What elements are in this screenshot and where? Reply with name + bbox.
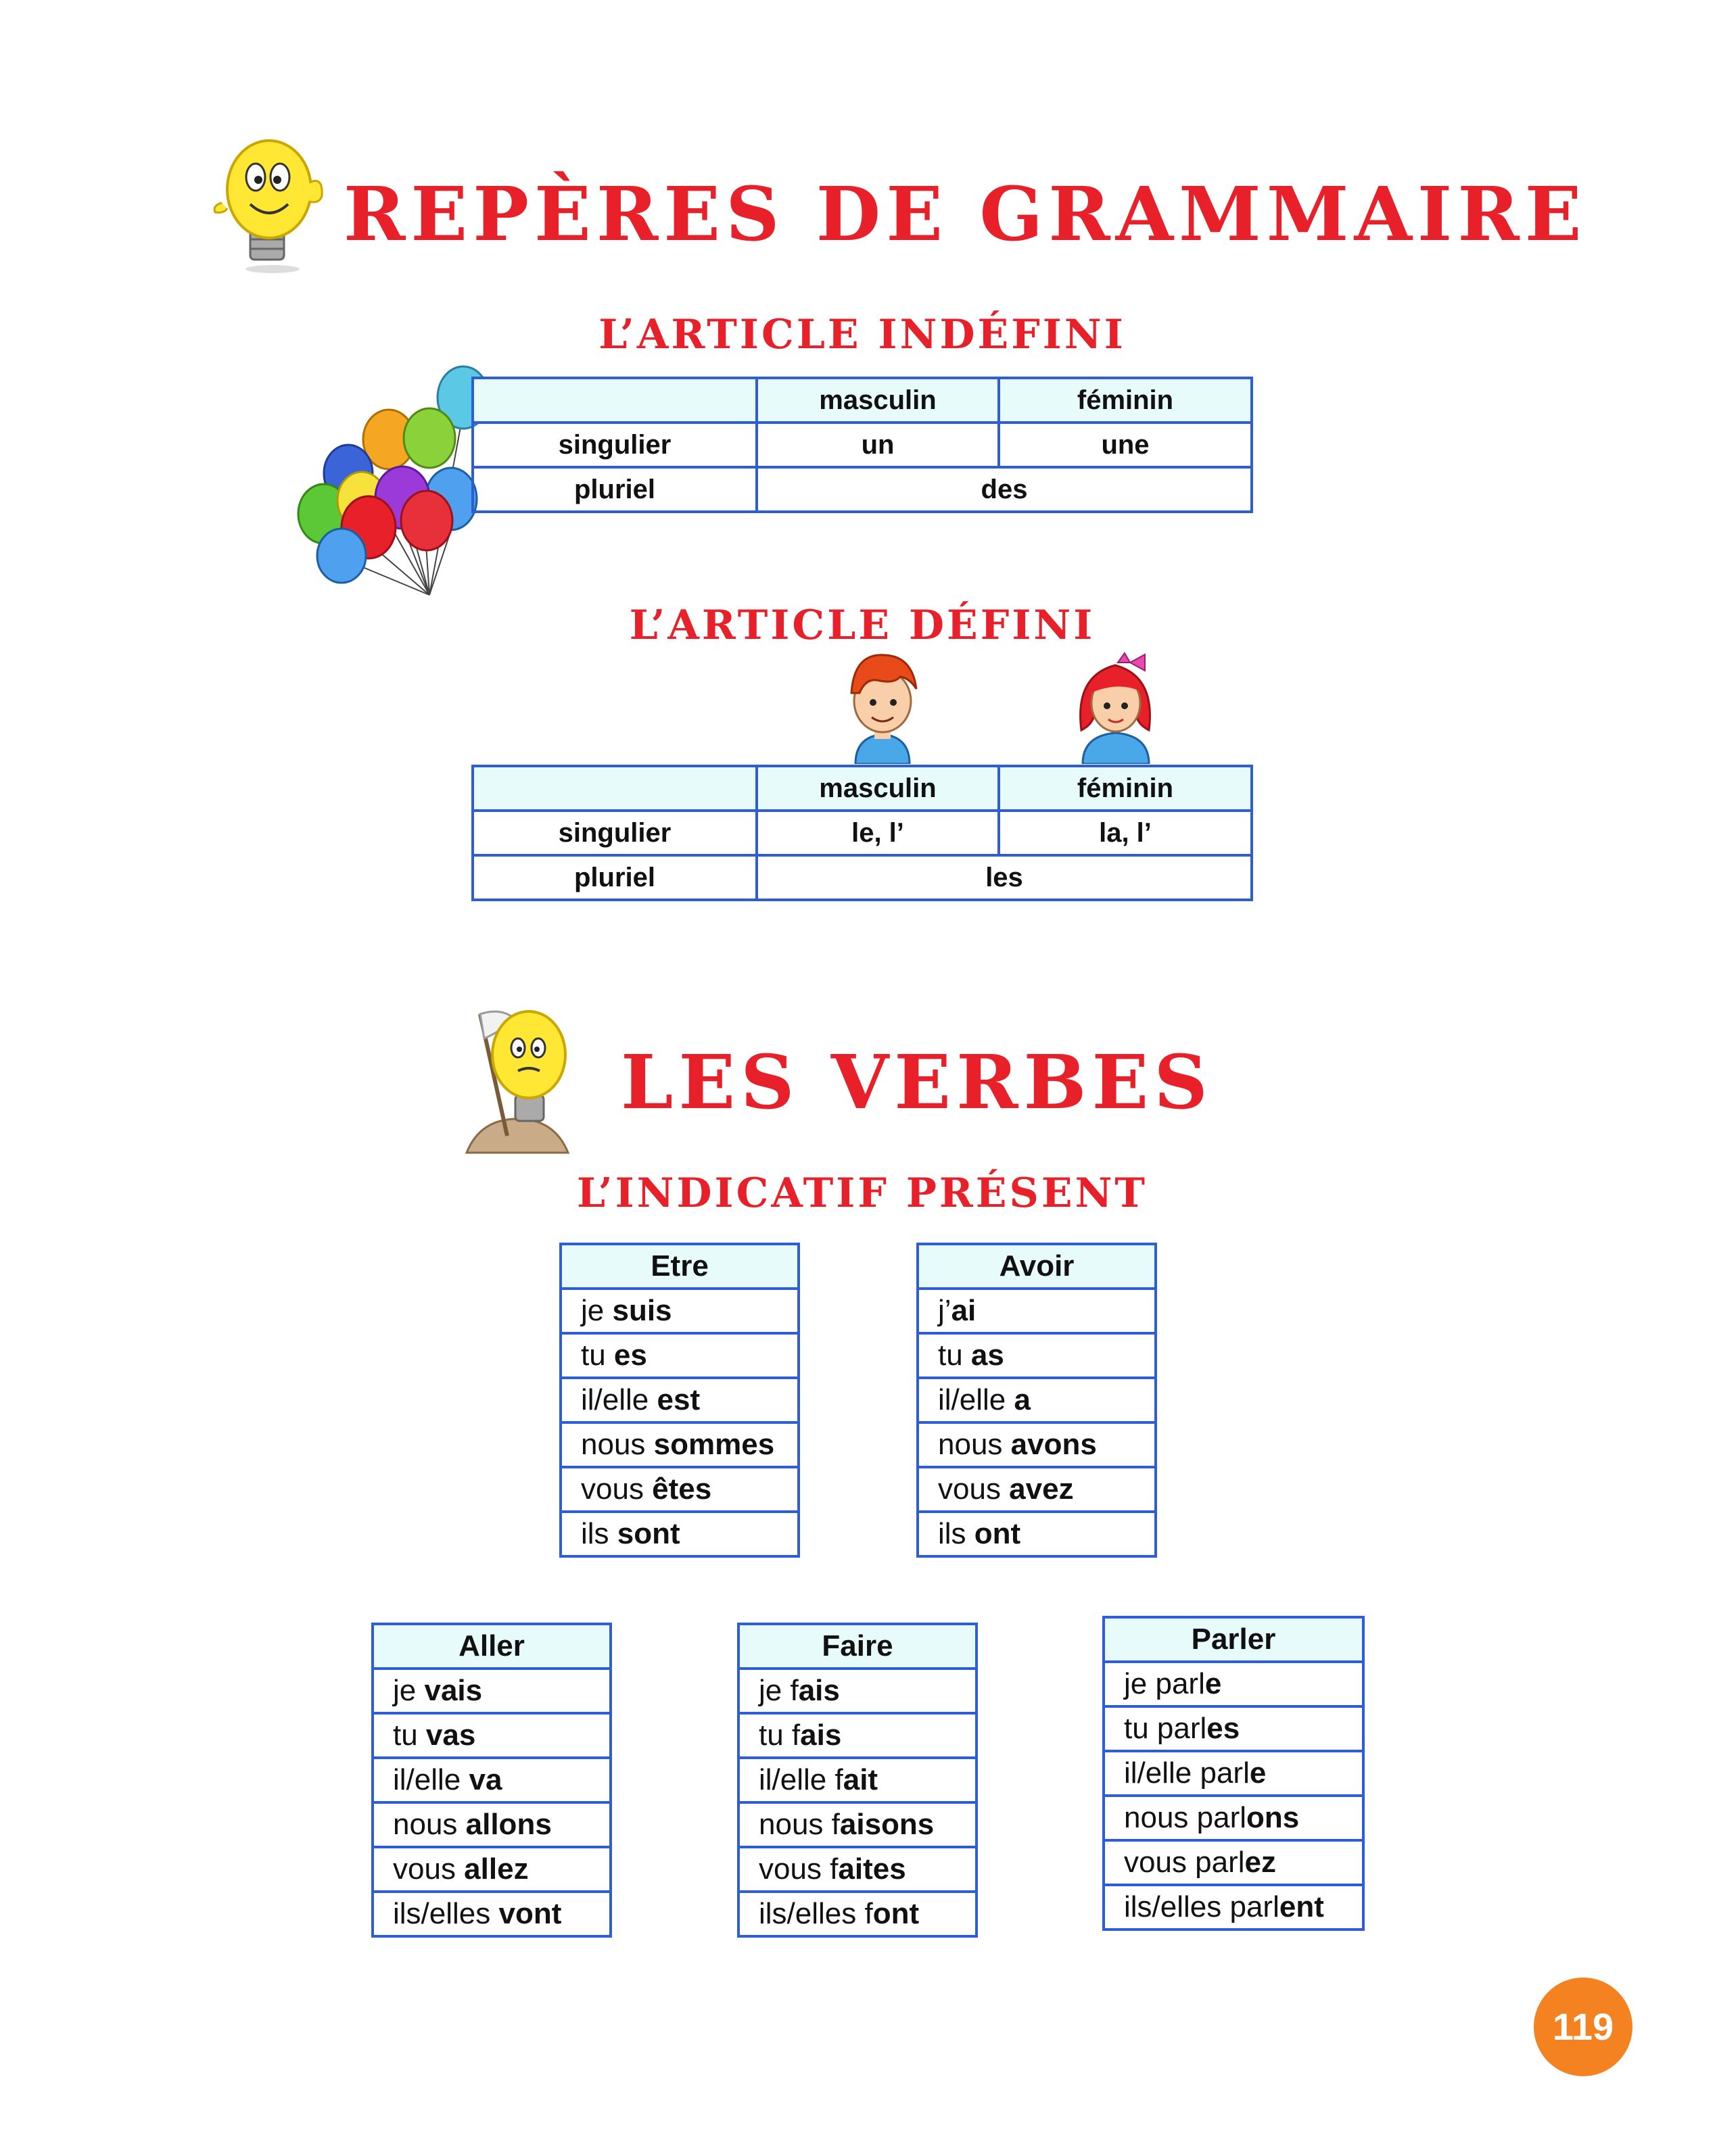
verb-table-aller bbox=[371, 1623, 612, 1938]
conjugation-cell bbox=[918, 1467, 1156, 1512]
pronoun-stem: je bbox=[393, 1674, 425, 1707]
verb-ending: suis bbox=[612, 1294, 672, 1327]
conjugation-cell bbox=[561, 1333, 799, 1378]
conjugation-cell bbox=[1104, 1662, 1363, 1706]
pronoun-stem: vous bbox=[393, 1852, 465, 1886]
lightbulb-mascot-icon bbox=[208, 128, 337, 277]
balloons-icon bbox=[294, 365, 490, 602]
conjugation-cell bbox=[373, 1758, 611, 1802]
conjugation-cell bbox=[1104, 1840, 1363, 1885]
conjugation-row bbox=[918, 1422, 1156, 1467]
verb-ending: ais bbox=[800, 1719, 842, 1752]
page-title: REPÈRES DE GRAMMAIRE bbox=[344, 170, 1587, 258]
conjugation-row bbox=[373, 1892, 611, 1936]
conjugation-cell bbox=[1104, 1751, 1363, 1796]
conjugation-row bbox=[738, 1713, 977, 1758]
conjugation-row bbox=[738, 1802, 977, 1847]
cell-masculin: le, l’ bbox=[757, 811, 999, 855]
pronoun-stem: j’ bbox=[938, 1294, 951, 1327]
girl-icon bbox=[1072, 649, 1160, 764]
conjugation-row bbox=[918, 1512, 1156, 1556]
row-label: pluriel bbox=[473, 467, 757, 512]
header-cell-feminin: féminin bbox=[999, 766, 1252, 811]
verb-ending: ent bbox=[1279, 1890, 1324, 1923]
pronoun-stem: ils/elles parl bbox=[1124, 1890, 1279, 1923]
lightbulb-flag-icon bbox=[453, 1001, 582, 1156]
pronoun-stem: vous bbox=[581, 1472, 653, 1506]
verb-header-row bbox=[918, 1244, 1156, 1289]
verb-ending: ons bbox=[1246, 1801, 1300, 1834]
pronoun-stem: vous bbox=[938, 1472, 1010, 1506]
conjugation-row bbox=[738, 1847, 977, 1892]
verb-name: Avoir bbox=[918, 1244, 1156, 1289]
pronoun-stem: ils bbox=[938, 1517, 974, 1550]
conjugation-cell bbox=[561, 1422, 799, 1467]
conjugation-cell bbox=[738, 1669, 977, 1713]
conjugation-row bbox=[373, 1802, 611, 1847]
definite-article-table bbox=[471, 765, 1253, 901]
pronoun-stem: tu f bbox=[759, 1719, 801, 1752]
verb-header-row bbox=[738, 1624, 977, 1669]
conjugation-cell bbox=[738, 1892, 977, 1936]
verb-ending: ais bbox=[798, 1674, 840, 1707]
pronoun-stem: tu parl bbox=[1124, 1712, 1207, 1745]
verb-ending: ont bbox=[872, 1897, 920, 1930]
section-title-indicatif: L’INDICATIF PRÉSENT bbox=[576, 1170, 1148, 1217]
cell-masculin: un bbox=[757, 423, 999, 467]
pronoun-stem: tu bbox=[938, 1339, 971, 1372]
conjugation-cell bbox=[561, 1512, 799, 1556]
conjugation-row bbox=[1104, 1662, 1363, 1706]
conjugation-cell bbox=[738, 1713, 977, 1758]
header-cell-empty bbox=[473, 766, 757, 811]
verb-ending: vont bbox=[498, 1897, 562, 1930]
verb-ending: va bbox=[469, 1763, 502, 1796]
cell-feminin: une bbox=[999, 423, 1252, 467]
conjugation-cell bbox=[561, 1289, 799, 1333]
conjugation-row bbox=[738, 1669, 977, 1713]
conjugation-row bbox=[1104, 1796, 1363, 1840]
pronoun-stem: je bbox=[581, 1294, 613, 1327]
conjugation-row bbox=[561, 1289, 799, 1333]
conjugation-cell bbox=[918, 1333, 1156, 1378]
pronoun-stem: ils/elles bbox=[393, 1897, 499, 1930]
pronoun-stem: ils/elles f bbox=[759, 1897, 873, 1930]
conjugation-cell bbox=[373, 1892, 611, 1936]
verbes-title: LES VERBES bbox=[621, 1038, 1213, 1126]
conjugation-cell bbox=[561, 1378, 799, 1422]
pronoun-stem: nous bbox=[581, 1428, 654, 1461]
conjugation-cell bbox=[918, 1378, 1156, 1422]
verb-ending: est bbox=[657, 1383, 701, 1416]
row-label: pluriel bbox=[473, 855, 757, 900]
pronoun-stem: il/elle bbox=[938, 1383, 1014, 1416]
verb-ending: vas bbox=[425, 1719, 476, 1752]
conjugation-cell bbox=[918, 1289, 1156, 1333]
header-cell-feminin: féminin bbox=[999, 378, 1252, 423]
verb-ending: aisons bbox=[839, 1808, 935, 1841]
conjugation-cell bbox=[738, 1847, 977, 1892]
pronoun-stem: nous f bbox=[759, 1808, 840, 1841]
verb-name: Parler bbox=[1104, 1617, 1363, 1662]
conjugation-cell bbox=[918, 1422, 1156, 1467]
verb-ending: ez bbox=[1244, 1846, 1277, 1879]
pronoun-stem: tu bbox=[393, 1719, 426, 1752]
table-row bbox=[473, 855, 1252, 900]
cell-both: les bbox=[757, 855, 1252, 900]
conjugation-cell bbox=[738, 1802, 977, 1847]
conjugation-row bbox=[561, 1512, 799, 1556]
table-row bbox=[473, 811, 1252, 855]
conjugation-row bbox=[561, 1467, 799, 1512]
pronoun-stem: vous parl bbox=[1124, 1846, 1245, 1879]
table-row bbox=[473, 467, 1252, 512]
conjugation-cell bbox=[1104, 1706, 1363, 1751]
conjugation-row bbox=[918, 1333, 1156, 1378]
verb-ending: es bbox=[613, 1339, 647, 1372]
verb-name: Aller bbox=[373, 1624, 611, 1669]
conjugation-row bbox=[373, 1758, 611, 1802]
verb-header-row bbox=[1104, 1617, 1363, 1662]
section-title-indefini: L’ARTICLE INDÉFINI bbox=[598, 311, 1126, 358]
conjugation-row bbox=[373, 1847, 611, 1892]
conjugation-row bbox=[738, 1892, 977, 1936]
conjugation-row bbox=[738, 1758, 977, 1802]
page-number-badge: 119 bbox=[1534, 1978, 1632, 2076]
conjugation-row bbox=[918, 1378, 1156, 1422]
verb-ending: a bbox=[1014, 1383, 1031, 1416]
pronoun-stem: tu bbox=[581, 1339, 614, 1372]
header-cell-masculin: masculin bbox=[757, 766, 999, 811]
verb-ending: as bbox=[970, 1339, 1004, 1372]
pronoun-stem: il/elle bbox=[581, 1383, 657, 1416]
verb-ending: avez bbox=[1009, 1472, 1074, 1506]
conjugation-cell bbox=[1104, 1885, 1363, 1930]
conjugation-row bbox=[1104, 1885, 1363, 1930]
cell-both: des bbox=[757, 467, 1252, 512]
verb-table-parler bbox=[1102, 1616, 1365, 1931]
verb-ending: vais bbox=[424, 1674, 483, 1707]
conjugation-cell bbox=[373, 1847, 611, 1892]
verb-ending: es bbox=[1206, 1712, 1240, 1745]
section-title-defini: L’ARTICLE DÉFINI bbox=[629, 602, 1096, 649]
conjugation-cell bbox=[373, 1802, 611, 1847]
verb-ending: sont bbox=[617, 1517, 680, 1550]
pronoun-stem: je parl bbox=[1124, 1667, 1205, 1700]
boy-icon bbox=[842, 652, 923, 764]
table-row bbox=[473, 423, 1252, 467]
pronoun-stem: je f bbox=[759, 1674, 799, 1707]
table-header-row bbox=[473, 378, 1252, 423]
pronoun-stem: nous parl bbox=[1124, 1801, 1247, 1834]
verb-ending: ait bbox=[843, 1763, 878, 1796]
conjugation-row bbox=[1104, 1840, 1363, 1885]
conjugation-cell bbox=[738, 1758, 977, 1802]
verb-ending: sommes bbox=[653, 1428, 775, 1461]
verb-ending: ont bbox=[974, 1517, 1021, 1550]
table-header-row bbox=[473, 766, 1252, 811]
verb-table-avoir bbox=[916, 1243, 1157, 1558]
header-cell-masculin: masculin bbox=[757, 378, 999, 423]
verb-table-faire bbox=[737, 1623, 978, 1938]
conjugation-cell bbox=[373, 1713, 611, 1758]
verb-ending: avons bbox=[1010, 1428, 1097, 1461]
conjugation-row bbox=[1104, 1706, 1363, 1751]
pronoun-stem: il/elle f bbox=[759, 1763, 843, 1796]
conjugation-row bbox=[561, 1422, 799, 1467]
cell-feminin: la, l’ bbox=[999, 811, 1252, 855]
verb-ending: e bbox=[1249, 1756, 1267, 1790]
row-label: singulier bbox=[473, 811, 757, 855]
conjugation-row bbox=[373, 1713, 611, 1758]
pronoun-stem: ils bbox=[581, 1517, 617, 1550]
conjugation-cell bbox=[918, 1512, 1156, 1556]
conjugation-cell bbox=[373, 1669, 611, 1713]
verb-table-etre bbox=[559, 1243, 800, 1558]
verb-header-row bbox=[561, 1244, 799, 1289]
conjugation-cell bbox=[561, 1467, 799, 1512]
verb-name: Faire bbox=[738, 1624, 977, 1669]
conjugation-row bbox=[373, 1669, 611, 1713]
header-cell-empty bbox=[473, 378, 757, 423]
row-label: singulier bbox=[473, 423, 757, 467]
indefinite-article-table bbox=[471, 377, 1253, 513]
verb-ending: êtes bbox=[652, 1472, 712, 1506]
verb-ending: allez bbox=[464, 1852, 529, 1886]
pronoun-stem: il/elle bbox=[393, 1763, 469, 1796]
verb-ending: aites bbox=[838, 1852, 906, 1886]
verb-header-row bbox=[373, 1624, 611, 1669]
pronoun-stem: il/elle parl bbox=[1124, 1756, 1250, 1790]
verb-ending: allons bbox=[465, 1808, 552, 1841]
verb-ending: ai bbox=[951, 1294, 977, 1327]
pronoun-stem: vous f bbox=[759, 1852, 839, 1886]
conjugation-row bbox=[918, 1289, 1156, 1333]
pronoun-stem: nous bbox=[393, 1808, 466, 1841]
pronoun-stem: nous bbox=[938, 1428, 1011, 1461]
conjugation-row bbox=[561, 1378, 799, 1422]
verb-name: Etre bbox=[561, 1244, 799, 1289]
conjugation-row bbox=[1104, 1751, 1363, 1796]
conjugation-cell bbox=[1104, 1796, 1363, 1840]
conjugation-row bbox=[918, 1467, 1156, 1512]
verb-ending: e bbox=[1204, 1667, 1222, 1700]
conjugation-row bbox=[561, 1333, 799, 1378]
